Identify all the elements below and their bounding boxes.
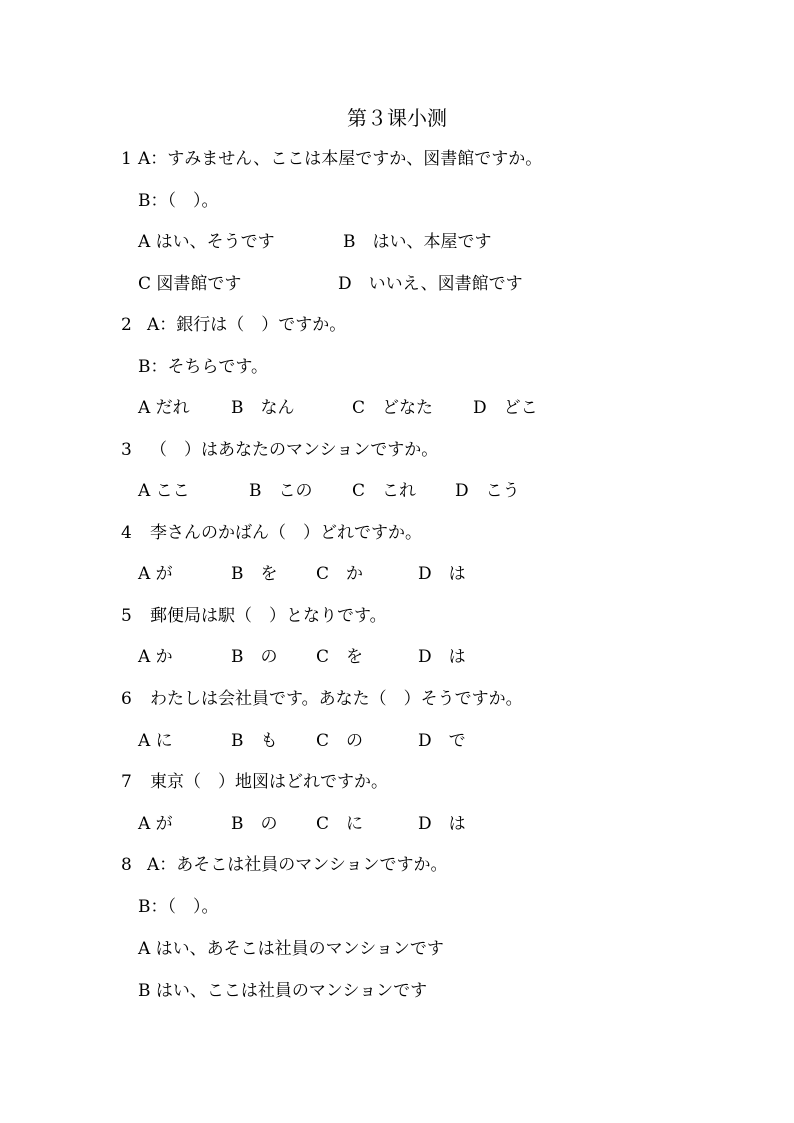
question-number: 5 (121, 606, 132, 626)
question-stem: （ ）はあなたのマンションですか。 (150, 440, 439, 460)
option-a: A に (138, 731, 173, 751)
option-c: C か (316, 564, 364, 584)
option-d: D で (418, 731, 466, 751)
option-a: A が (138, 564, 173, 584)
option-a: A はい、あそこは社員のマンションです (138, 939, 444, 959)
option-b: B を (231, 564, 278, 584)
question-number: 4 (121, 523, 132, 543)
option-a: A が (138, 814, 173, 834)
option-b: B の (231, 814, 278, 834)
reply-line: B：そちらです。 (138, 357, 268, 377)
question-stem: 郵便局は駅（ ）となりです。 (150, 606, 387, 626)
option-b: B なん (231, 398, 295, 418)
option-c: C を (316, 647, 364, 667)
option-a: A だれ (138, 398, 190, 418)
option-b: B も (231, 731, 278, 751)
question-stem: A：銀行は（ ）ですか。 (147, 315, 347, 335)
option-d: D は (418, 647, 466, 667)
option-d: D は (418, 814, 466, 834)
question-number: 2 (121, 315, 132, 335)
option-b: B この (249, 481, 313, 501)
option-d: D いいえ、図書館です (338, 274, 523, 294)
question-number: 1 (121, 149, 132, 169)
question-stem: わたしは会社員です。あなた（ ）そうですか。 (150, 689, 523, 709)
option-c: C これ (352, 481, 417, 501)
option-b: B はい、ここは社員のマンションです (138, 981, 428, 1001)
question-number: 3 (121, 440, 132, 460)
option-d: D どこ (473, 398, 538, 418)
page-title: 第３课小测 (347, 106, 447, 130)
option-c: C の (316, 731, 364, 751)
question-stem: A：あそこは社員のマンションですか。 (147, 855, 448, 875)
option-c: C どなた (352, 398, 434, 418)
question-8-option-b-row (0, 980, 428, 1046)
reply-line: B：（ ）。 (138, 191, 219, 211)
option-a: A はい、そうです (138, 232, 275, 252)
question-number: 6 (121, 689, 132, 709)
question-stem: 李さんのかばん（ ）どれですか。 (150, 523, 422, 543)
option-b: B の (231, 647, 278, 667)
question-stem: 東京（ ）地図はどれですか。 (150, 772, 388, 792)
option-a: A か (138, 647, 173, 667)
question-number: 7 (121, 772, 132, 792)
option-c: C に (316, 814, 364, 834)
option-d: D こう (455, 481, 520, 501)
question-stem: A：すみません、ここは本屋ですか、図書館ですか。 (138, 149, 543, 169)
option-d: D は (418, 564, 466, 584)
question-number: 8 (121, 855, 132, 875)
option-c: C 図書館です (138, 274, 242, 294)
reply-line: B：（ ）。 (138, 897, 219, 917)
option-b: B はい、本屋です (343, 232, 492, 252)
option-a: A ここ (138, 481, 190, 501)
